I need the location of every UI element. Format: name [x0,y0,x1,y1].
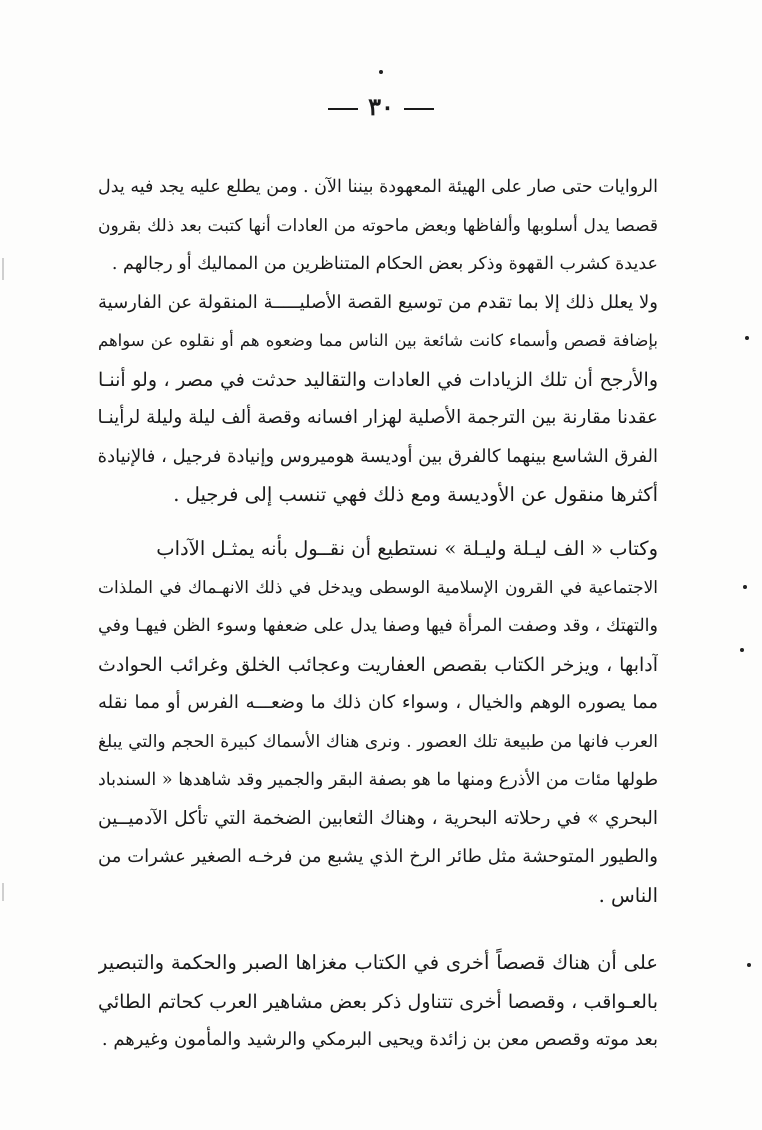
text-line: آدابها ، ويزخر الكتاب بقصص العفاريت وعجائب الخلق وغرائب الحوادث [98,653,658,676]
scan-speck [379,70,383,74]
text-line: الروايات حتى صار على الهيئة المعهودة بيننا الآن . ومن يطلع عليه يجد فيه يدل [98,177,658,197]
text-line: بالعـواقب ، وقصصا أخرى تتناول ذكر بعض مشاهير العرب كحاتم الطائي [98,990,658,1013]
text-line: بإضافة قصص وأسماء كانت شائعة بين الناس مما وضعوه هم أو نقلوه عن سواهم [98,331,658,350]
text-line: بعد موته وقصص معن بن زائدة ويحيى البرمكي والرشيد والمأمون وغيرهم . [101,1029,658,1050]
scan-edge-shadow [2,883,4,901]
text-line: الاجتماعية في القرون الإسلامية الوسطى ويدخل في ذلك الانهـماك في الملذات [98,577,658,598]
text-line: والطيور المتوحشة مثل طائر الرخ الذي يشبع من فرخـه الصغير عشرات من [98,846,658,867]
page-number-dash-right [404,108,434,110]
text-line: العرب فانها من طبيعة تلك العصور . ونرى هناك الأسماك كبيرة الحجم والتي يبلغ [98,731,658,752]
text-line: طولها مئات من الأذرع ومنها ما هو بصفة البقر والجمير وقد شاهدها « السندباد [98,770,658,790]
text-line: أكثرها منقول عن الأوديسة ومع ذلك فهي تنسب إلى فرجيل . [173,483,658,506]
page-number [0,92,762,121]
scan-speck [747,963,751,967]
scan-edge-shadow [2,258,4,280]
text-line: والتهتك ، وقد وصفت المرأة فيها وصفا يدل على ضعفها وسوء الظن فيهـا وفي [98,616,658,636]
text-line: ولا يعلل ذلك إلا بما تقدم من توسيع القصة الأصليـــــة المنقولة عن الفارسية [98,291,658,313]
scan-speck [743,585,747,589]
text-line: قصصا يدل أسلوبها وألفاظها وبعض ماحوته من العادات أنها كتبت بعد ذلك بقرون [98,215,658,236]
scan-speck [740,648,744,652]
paragraph-3 [98,944,658,1060]
paragraph-2 [98,530,658,915]
text-line: البحري » في رحلاته البحرية ، وهناك الثعابين الضخمة التي تأكل الآدميــين [98,807,658,829]
text-line: عقدنا مقارنة بين الترجمة الأصلية لهزار افسانه وقصة ألف ليلة وليلة لرأينـا [98,407,658,428]
text-line: وكتاب « الف ليـلة وليـلة » نستطيع أن نقــول بأنه يمثـل الآداب [156,537,658,560]
page-number-text: ٣٠ [368,92,394,121]
scan-speck [745,336,749,340]
text-line: على أن هناك قصصاً أخرى في الكتاب مغزاها الصبر والحكمة والتبصير [98,951,658,974]
text-line: عديدة كشرب القهوة وذكر بعض الحكام المتناظرين من المماليك أو رجالهم . [111,254,658,274]
text-line: مما يصوره الوهم والخيال ، وسواء كان ذلك ما وضعـــه الفرس أو مما نقله [98,692,658,713]
text-line: الناس . [598,883,658,907]
page-number-dash-left [328,108,358,110]
paragraph-1 [98,168,658,515]
text-line: والأرجح أن تلك الزيادات في العادات والتقاليد حدثت في مصر ، ولو أننـا [98,368,658,391]
text-line: الفرق الشاسع بينهما كالفرق بين أوديسة هوميروس وإنيادة فرجيل ، فالإنيادة [98,445,658,467]
